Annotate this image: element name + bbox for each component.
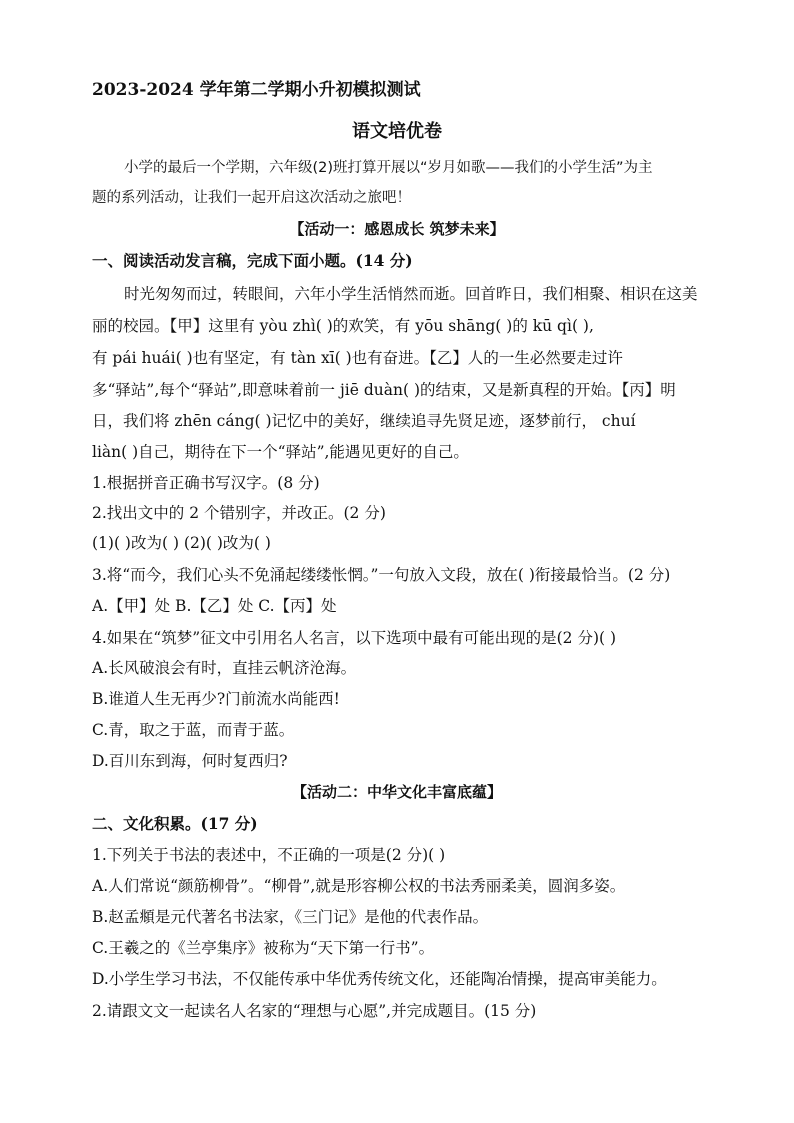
section1-title: 一、阅读活动发言稿，完成下面小题。(14 分) [92,251,413,270]
exam-subtitle: 语文培优卷 [352,121,442,142]
question-4-option-d: D.百川东到海，何时复西归? [92,752,288,770]
section2-question-2: 2.请跟文文一起读名人名家的“理想与心愿”,并完成题目。(15 分) [92,1002,537,1020]
passage-line-5: 日，我们将 zhēn cáng( )记忆中的美好，继续追寻先贤足迹，逐梦前行， chuí [92,412,636,430]
passage-line-6: liàn( )自己，期待在下一个“驿站”,能遇见更好的自己。 [92,443,469,461]
question-2: 2.找出文中的 2 个错别字，并改正。(2 分) [92,504,386,522]
activity2-heading: 【活动二：中华文化丰富底蕴】 [291,783,502,801]
section2-option-c: C.王羲之的《兰亭集序》被称为“天下第一行书”。 [92,939,435,957]
section2-option-d: D.小学生学习书法，不仅能传承中华优秀传统文化，还能陶冶情操，提高审美能力。 [92,970,667,988]
passage-line-4: 多“驿站”,每个“驿站”,即意味着前一 jiē duàn( )的结束，又是新真程的开始。【丙】明 [92,381,676,399]
section2-question-1: 1.下列关于书法的表述中，不正确的一项是(2 分)( ) [92,846,446,864]
question-3-options: A.【甲】处 B.【乙】处 C.【丙】处 [92,597,337,615]
intro-line-1: 小学的最后一个学期，六年级(2)班打算开展以“岁月如歌——我们的小学生活”为主 [124,160,653,176]
question-4: 4.如果在“筑梦”征文中引用名人名言，以下选项中最有可能出现的是(2 分)( ) [92,629,617,647]
question-2-answer-blanks[interactable]: (1)( )改为( ) (2)( )改为( ) [92,534,271,552]
passage-line-1: 时光匆匆而过，转眼间，六年小学生活悄然而逝。回首昨日，我们相聚、相识在这美 [124,285,698,303]
passage-line-2: 丽的校园。【甲】这里有 yòu zhì( )的欢笑，有 yōu shāng( )的 kū qì( ), [92,317,594,335]
question-3: 3.将“而今，我们心头不免涌起缕缕怅惘。”一句放入文段，放在( )衔接最恰当。(2 分) [92,566,671,584]
question-4-option-b: B.谁道人生无再少?门前流水尚能西! [92,690,340,708]
intro-line-2: 题的系列活动，让我们一起开启这次活动之旅吧！ [92,190,411,206]
section2-option-a: A.人们常说“颜筋柳骨”。“柳骨”,就是形容柳公权的书法秀丽柔美，圆润多姿。 [92,877,626,895]
question-1: 1.根据拼音正确书写汉字。(8 分) [92,474,320,492]
question-4-option-a: A.长风破浪会有时，直挂云帆济沧海。 [92,659,357,677]
passage-line-3: 有 pái huái( )也有坚定，有 tàn xī( )也有奋进。【乙】人的一生必然要走过许 [92,349,623,367]
activity1-heading: 【活动一：感恩成长 筑梦未来】 [289,220,505,238]
question-4-option-c: C.青，取之于蓝，而青于蓝。 [92,721,295,739]
section2-title: 二、文化积累。(17 分) [92,814,258,833]
section2-option-b: B.赵孟頫是元代著名书法家，《三门记》是他的代表作品。 [92,908,489,926]
exam-title: 2023-2024 学年第二学期小升初模拟测试 [92,80,421,100]
